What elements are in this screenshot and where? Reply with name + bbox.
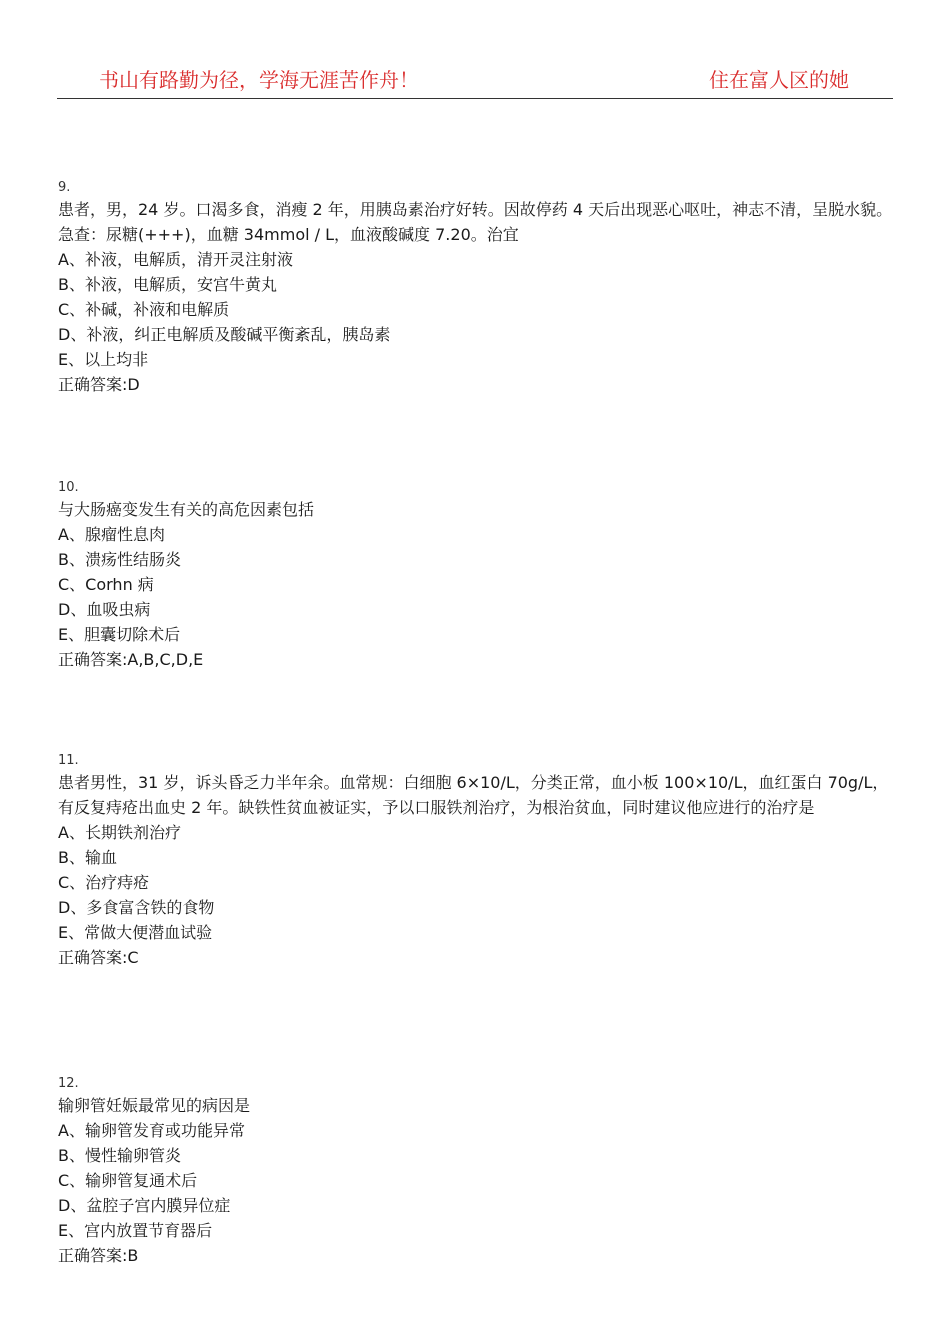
- correct-answer: 正确答案:C: [58, 948, 139, 967]
- correct-answer: 正确答案:A,B,C,D,E: [58, 650, 204, 669]
- question-number: 11.: [58, 753, 79, 768]
- header-author: 住在富人区的她: [709, 68, 849, 92]
- option-a: A、腺瘤性息肉: [58, 525, 165, 544]
- question-text: 患者男性，31 岁，诉头昏乏力半年余。血常规：白细胞 6×10/L，分类正常，血小板 100×10/L，血红蛋白 70g/L，有反复痔疮出血史 2 年。缺铁性贫血被证实，予以口服铁剂治疗，为根治贫血，同时建议他应进行的治疗是: [58, 773, 889, 817]
- option-b: B、溃疡性结肠炎: [58, 550, 181, 569]
- option-b: B、输血: [58, 848, 117, 867]
- option-c: C、Corhn 病: [58, 575, 154, 594]
- correct-answer: 正确答案:B: [58, 1246, 139, 1265]
- option-c: C、补碱，补液和电解质: [58, 300, 230, 319]
- option-b: B、补液，电解质，安宫牛黄丸: [58, 275, 277, 294]
- question-text: 输卵管妊娠最常见的病因是: [58, 1096, 251, 1115]
- option-e: E、宫内放置节育器后: [58, 1221, 213, 1240]
- option-a: A、输卵管发育或功能异常: [58, 1121, 245, 1140]
- option-e: E、常做大便潜血试验: [58, 923, 213, 942]
- option-a: A、补液，电解质，清开灵注射液: [58, 250, 293, 269]
- option-d: D、血吸虫病: [58, 600, 151, 619]
- page-header: [57, 62, 893, 99]
- option-b: B、慢性输卵管炎: [58, 1146, 181, 1165]
- question-block: [58, 1075, 894, 1268]
- option-e: E、以上均非: [58, 350, 149, 369]
- question-block: [58, 479, 894, 672]
- option-d: D、盆腔子宫内膜异位症: [58, 1196, 231, 1215]
- question-block: [58, 752, 894, 970]
- option-d: D、补液，纠正电解质及酸碱平衡紊乱，胰岛素: [58, 325, 391, 344]
- question-block: [58, 179, 894, 397]
- option-e: E、胆囊切除术后: [58, 625, 181, 644]
- question-number: 10.: [58, 480, 79, 495]
- question-number: 12.: [58, 1076, 79, 1091]
- option-d: D、多食富含铁的食物: [58, 898, 215, 917]
- header-motto: 书山有路勤为径，学海无涯苦作舟！: [99, 68, 419, 92]
- option-a: A、长期铁剂治疗: [58, 823, 181, 842]
- option-c: C、输卵管复通术后: [58, 1171, 198, 1190]
- question-number: 9.: [58, 180, 71, 195]
- question-text: 患者，男，24 岁。口渴多食，消瘦 2 年，用胰岛素治疗好转。因故停药 4 天后出现恶心呕吐，神志不清，呈脱水貌。急查：尿糖(+++)，血糖 34mmol / L，血液酸碱度 7.20。治宜: [58, 200, 893, 244]
- question-text: 与大肠癌变发生有关的高危因素包括: [58, 500, 315, 519]
- correct-answer: 正确答案:D: [58, 375, 140, 394]
- option-c: C、治疗痔疮: [58, 873, 150, 892]
